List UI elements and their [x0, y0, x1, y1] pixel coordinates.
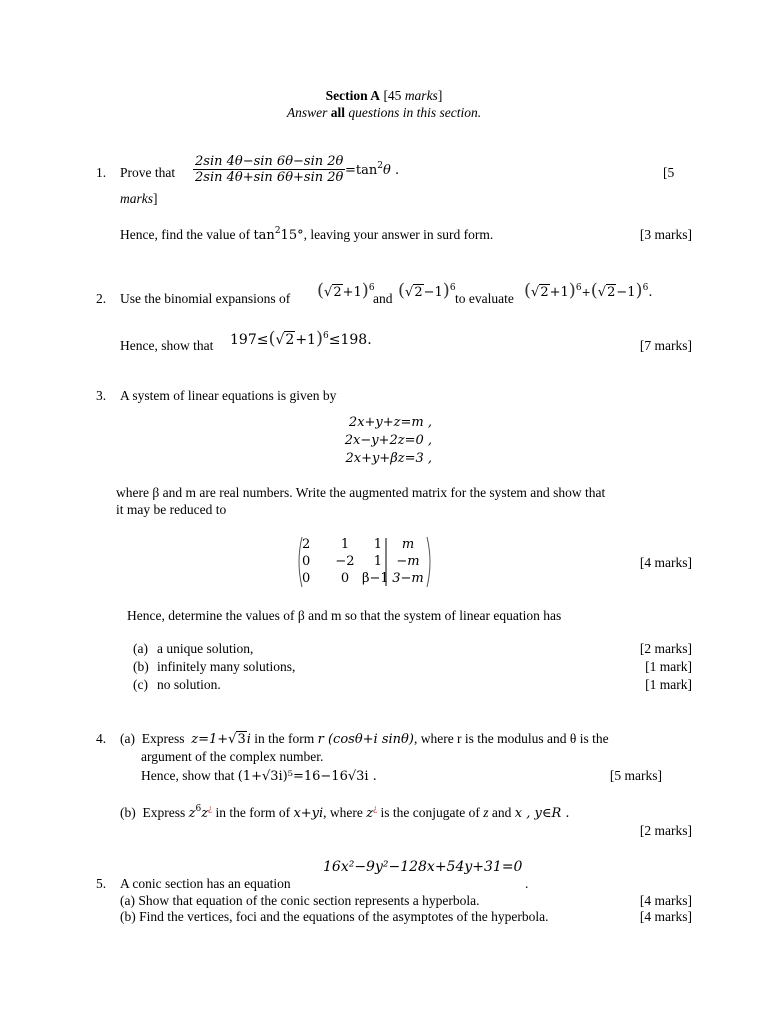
q4-number: 4. — [96, 731, 107, 746]
q1-prove-text: Prove that — [120, 165, 176, 180]
q3-part-marks: [1 mark] — [645, 677, 692, 692]
matrix-cell: 3−m — [392, 571, 424, 586]
q2-to-evaluate: to evaluate — [455, 291, 514, 306]
q1-rhs: $=\tan^2\theta$ . — [345, 161, 400, 178]
q3-part-marks: [2 marks] — [639, 641, 692, 656]
q5a-marks: [4 marks] — [639, 893, 692, 908]
q3-part-text: infinitely many solutions, — [157, 659, 296, 674]
section-instruction: Answer all questions in this section. — [286, 105, 482, 120]
matrix-cell: −m — [396, 554, 420, 569]
q4a-marks: [5 marks] — [609, 768, 662, 783]
q5-number: 5. — [96, 876, 107, 891]
q3-number: 3. — [96, 388, 107, 403]
q2-inequality: $197\le(√2+1)^6\le 198$. — [230, 328, 372, 349]
matrix-cell: m — [401, 537, 415, 552]
matrix-cell: 1 — [373, 537, 382, 552]
q2-marks: [7 marks] — [639, 338, 692, 353]
q5b-marks: [4 marks] — [639, 909, 692, 924]
q3-part-text: no solution. — [157, 677, 221, 692]
matrix-cell: 0 — [302, 554, 311, 569]
q2-expr2: $(√2-1)^6$ — [398, 280, 456, 301]
q3-eq1: 2x+y+z=m , — [348, 415, 432, 430]
q4a-hence: Hence, show that (1+√3i)⁵=16−16√3i . — [141, 768, 377, 784]
q2-hence: Hence, show that — [120, 338, 214, 353]
q5b: (b) Find the vertices, foci and the equations of the asymptotes of the hyperbola. — [120, 909, 549, 924]
q3-eq3: 2x+y+βz=3 , — [345, 451, 432, 466]
q4b-marks: [2 marks] — [639, 823, 692, 838]
q2-and: and — [373, 291, 393, 306]
matrix-cell: β−1 — [362, 571, 389, 586]
q2-text: Use the binomial expansions of — [120, 291, 291, 306]
matrix-cell: 0 — [340, 571, 350, 586]
q3-matrix-marks: [4 marks] — [639, 555, 692, 570]
matrix-cell: 2 — [302, 537, 311, 552]
matrix-cell: 1 — [373, 554, 382, 569]
q1-marks-cont: marks] — [120, 191, 158, 206]
q3-part-marks: [1 mark] — [645, 659, 692, 674]
q2-expr1: $(√2+1)^6$ — [317, 280, 375, 301]
q2-number: 2. — [96, 291, 107, 306]
q3-part-label: (a) — [133, 641, 148, 656]
q5a: (a) Show that equation of the conic section represents a hyperbola. — [120, 893, 480, 908]
q3-intro: A system of linear equations is given by — [120, 388, 337, 403]
q1-hence: Hence, find the value of $\tan^215^\circ$, leaving your answer in surd form. — [120, 226, 494, 243]
q2-expr3: $(√2+1)^6+(√2-1)^6$. — [524, 280, 653, 301]
q5-period: . — [525, 876, 529, 891]
q3-hence: Hence, determine the values of β and m so that the system of linear equation has — [127, 608, 562, 623]
q4a-line2: argument of the complex number. — [141, 749, 324, 764]
q1-fraction: $\frac{2\sin 4\theta-\sin 6\theta-\sin 2\theta}{2\sin 4\theta+\sin 6\theta+\sin 2\theta}$ — [195, 154, 344, 185]
q3-where-line2: it may be reduced to — [116, 502, 227, 517]
q1-number: 1. — [96, 165, 107, 180]
q4b-line: (b) Express $z^6z^¿$ in the form of x+yi, where z¿ is the conjugate of z and x , y∈R . — [120, 803, 570, 821]
section-heading: Section A [45 marks] — [325, 88, 443, 103]
q4a-line1: (a) Express z=1+√3i in the form r (cosθ+i sinθ), where r is the modulus and θ is the — [120, 731, 609, 747]
q3-eq2: 2x−y+2z=0 , — [344, 433, 432, 448]
q3-where-line1: where β and m are real numbers. Write the augmented matrix for the system and show that — [116, 485, 606, 500]
q3-part-label: (c) — [133, 677, 148, 692]
matrix-cell: 1 — [340, 537, 350, 552]
q3-part-text: a unique solution, — [157, 641, 254, 656]
q1-marks-open: [5 — [663, 165, 675, 180]
matrix-cell: 0 — [302, 571, 311, 586]
q3-part-label: (b) — [133, 659, 149, 674]
q3-augmented-matrix — [296, 535, 434, 589]
q5-equation: 16x²−9y²−128x+54y+31=0 — [323, 859, 523, 875]
q1-hence-marks: [3 marks] — [639, 227, 692, 242]
q5-intro: A conic section has an equation — [120, 876, 291, 891]
matrix-cell: −2 — [335, 554, 355, 569]
